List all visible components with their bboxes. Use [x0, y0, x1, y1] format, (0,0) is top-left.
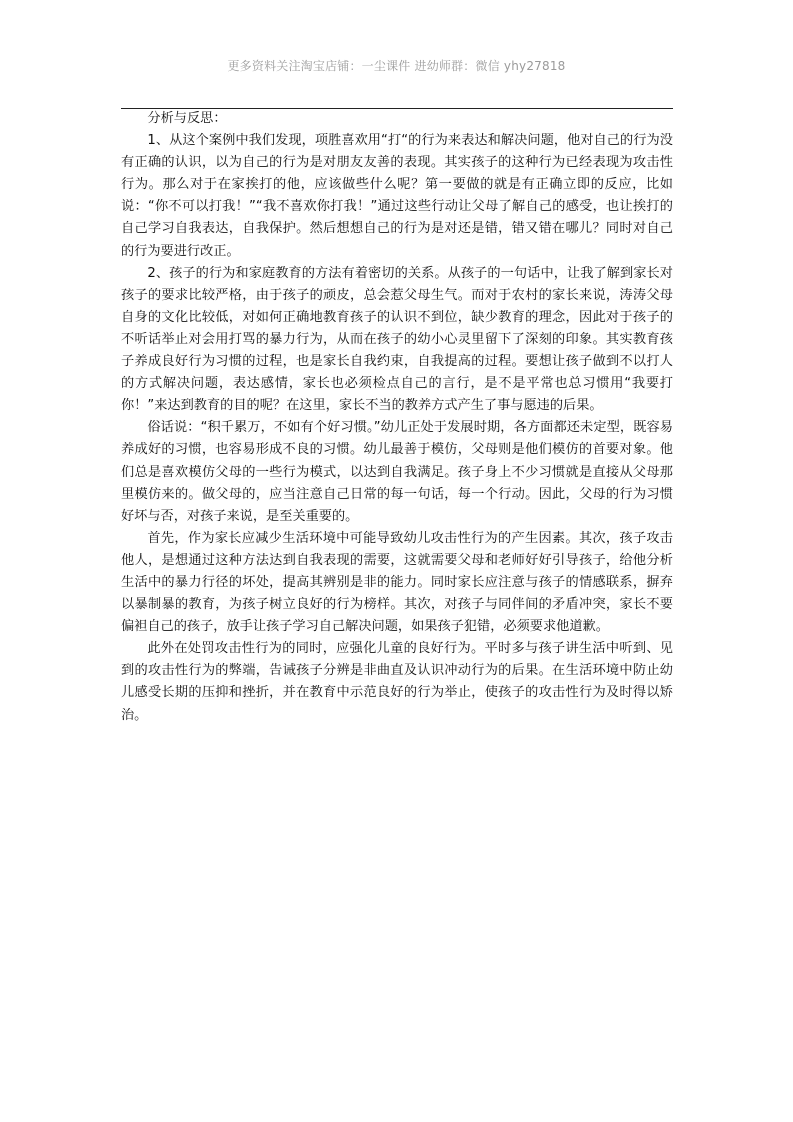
paragraph-3: 俗话说：“积千累万，不如有个好习惯。”幼儿正处于发展时期，各方面都还未定型，既容易养成好的习惯，也容易形成不良的习惯。幼儿最善于模仿，父母则是他们模仿的首要对象。他们总是喜欢模仿父母的一些行为模式，以达到自我满足。孩子身上不少习惯就是直接从父母那里模仿来的。做父母的，应当注意自己日常的每一句话，每一个行动。因此，父母的行为习惯好坏与否，对孩子来说，是至关重要的。	[121, 420, 673, 524]
document-body	[121, 108, 673, 727]
section-heading: 分析与反思：	[147, 111, 227, 126]
paragraph-4: 首先，作为家长应减少生活环境中可能导致幼儿攻击性行为的产生因素。其次，孩子攻击他人，是想通过这种方法达到自我表现的需要，这就需要父母和老师好好引导孩子，给他分析生活中的暴力行径的坏处，提高其辨别是非的能力。同时家长应注意与孩子的情感联系，摒弃以暴制暴的教育，为孩子树立良好的行为榜样。其次，对孩子与同伴间的矛盾冲突，家长不要偏袒自己的孩子，放手让孩子学习自己解决问题，如果孩子犯错，必须要求他道歉。	[121, 530, 673, 635]
paragraph-5: 此外在处罚攻击性行为的同时，应强化儿童的良好行为。平时多与孩子讲生活中听到、见到的攻击性行为的弊端，告诫孩子分辨是非曲直及认识冲动行为的后果。在生活环境中防止幼儿感受长期的压抑和挫折，并在教育中示范良好的行为举止，使孩子的攻击性行为及时得以矫治。	[121, 641, 673, 723]
paragraph-2: 2、孩子的行为和家庭教育的方法有着密切的关系。从孩子的一句话中，让我了解到家长对孩子的要求比较严格，由于孩子的顽皮，总会惹父母生气。而对于农村的家长来说，涛涛父母自身的文化比较低，对如何正确地教育孩子的认识不到位，缺少教育的理念，因此对于孩子的不听话举止对会用打骂的暴力行为，从而在孩子的幼小心灵里留下了深刻的印象。其实教育孩子养成良好行为习惯的过程，也是家长自我约束，自我提高的过程。要想让孩子做到不以打人的方式解决问题，表达感情，家长也必须检点自己的言行，是不是平常也总习惯用“我要打你！”来达到教育的目的呢？在这里，家长不当的教养方式产生了事与愿违的后果。	[121, 265, 673, 414]
page-header-watermark: 更多资料关注淘宝店铺：一尘课件 进幼师群：微信 yhy27818	[227, 59, 566, 73]
paragraph-1: 1、从这个案例中我们发现，项胜喜欢用“打“的行为来表达和解决问题，他对自己的行为没有正确的认识，以为自己的行为是对朋友友善的表现。其实孩子的这种行为已经表现为攻击性行为。那么对于在家挨打的他，应该做些什么呢？第一要做的就是有正确立即的反应，比如说：“你不可以打我！”“我不喜欢你打我！”通过这些行动让父母了解自己的感受，也让挨打的自己学习自我表达，自我保护。然后想想自己的行为是对还是错，错又错在哪儿？同时对自己的行为要进行改正。	[121, 133, 673, 259]
